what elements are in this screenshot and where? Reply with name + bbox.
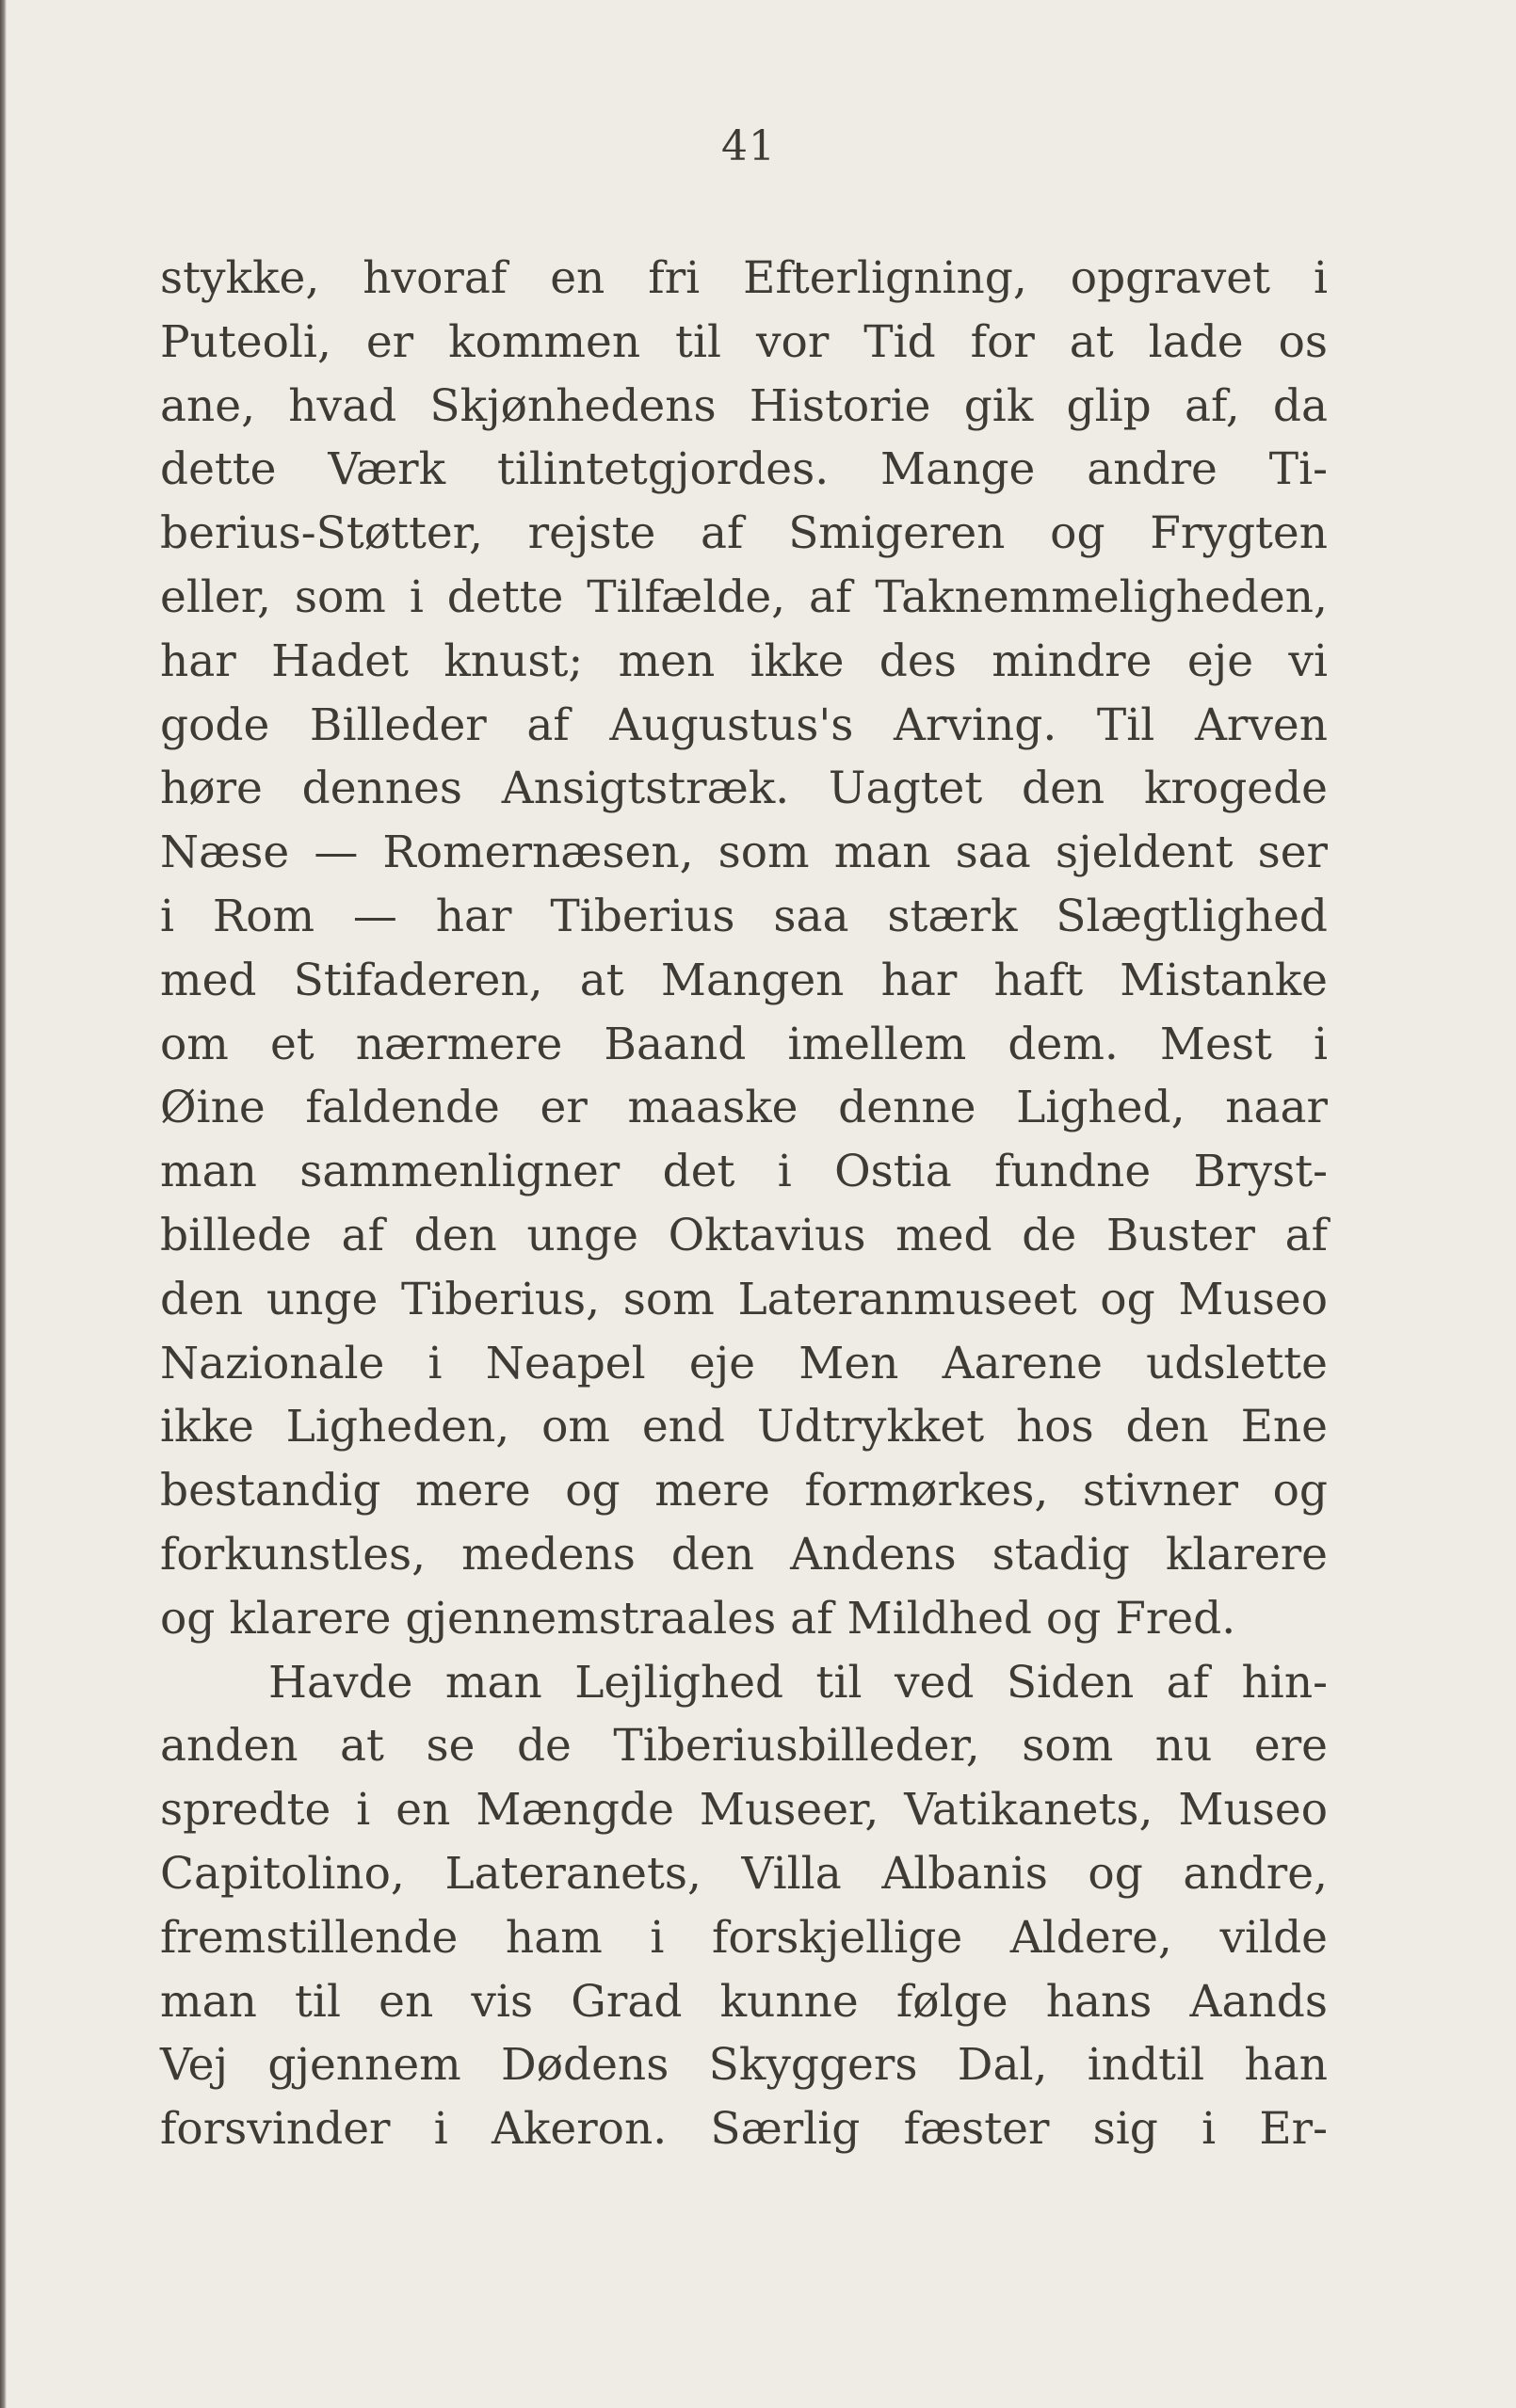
body-text	[160, 247, 1328, 2161]
text-line: eller, som i dette Tilfælde, af Taknemmeligheden,	[160, 570, 1328, 623]
text-line: ikke Ligheden, om end Udtrykket hos den Ene	[160, 1401, 1328, 1453]
text-line: man sammenligner det i Ostia fundne Bryst-	[160, 1146, 1328, 1198]
page-edge-shadow	[0, 0, 7, 2408]
text-line: fremstillende ham i forskjellige Aldere, vilde	[160, 1911, 1328, 1964]
text-line: har Hadet knust; men ikke des mindre eje vi	[160, 634, 1328, 687]
text-line: den unge Tiberius, som Lateranmuseet og Museo	[160, 1273, 1328, 1325]
text-line: og klarere gjennemstraales af Mildhed og Fred.	[160, 1592, 1236, 1645]
text-line: Næse — Romernæsen, som man saa sjeldent ser	[160, 827, 1328, 879]
text-line: spredte i en Mængde Museer, Vatikanets, Museo	[160, 1784, 1328, 1837]
text-line: i Rom — har Tiberius saa stærk Slægtlighed	[160, 890, 1328, 942]
text-line: om et nærmere Baand imellem dem. Mest i	[160, 1018, 1328, 1070]
text-line: høre dennes Ansigtstræk. Uagtet den krogede	[160, 763, 1328, 815]
text-line: berius-Støtter, rejste af Smigeren og Frygten	[160, 507, 1328, 560]
text-line-paragraph-start: Havde man Lejlighed til ved Siden af hin-	[268, 1656, 1328, 1709]
text-line: Øine faldende er maaske denne Lighed, naar	[160, 1082, 1328, 1134]
text-line: forsvinder i Akeron. Særlig fæster sig i Er-	[160, 2103, 1328, 2156]
page-number: 41	[721, 122, 776, 170]
text-line: stykke, hvoraf en fri Efterligning, opgravet i	[160, 252, 1328, 304]
text-line: Vej gjennem Dødens Skyggers Dal, indtil han	[160, 2039, 1328, 2092]
text-line: bestandig mere og mere formørkes, stivner og	[160, 1465, 1328, 1517]
text-line: med Stifaderen, at Mangen har haft Mistanke	[160, 954, 1328, 1006]
text-line: billede af den unge Oktavius med de Buster af	[160, 1209, 1328, 1261]
text-line: ane, hvad Skjønhedens Historie gik glip af, da	[160, 379, 1328, 432]
text-line: dette Værk tilintetgjordes. Mange andre Ti-	[160, 443, 1328, 496]
text-line: Puteoli, er kommen til vor Tid for at lade os	[160, 315, 1328, 368]
text-line: Capitolino, Lateranets, Villa Albanis og andre,	[160, 1847, 1328, 1900]
text-line: gode Billeder af Augustus's Arving. Til Arven	[160, 698, 1328, 751]
text-line: man til en vis Grad kunne følge hans Aands	[160, 1975, 1328, 2028]
text-line: Nazionale i Neapel eje Men Aarene udslette	[160, 1337, 1328, 1389]
text-line: forkunstles, medens den Andens stadig klarere	[160, 1528, 1328, 1581]
text-line: anden at se de Tiberiusbilleder, som nu ere	[160, 1720, 1328, 1773]
